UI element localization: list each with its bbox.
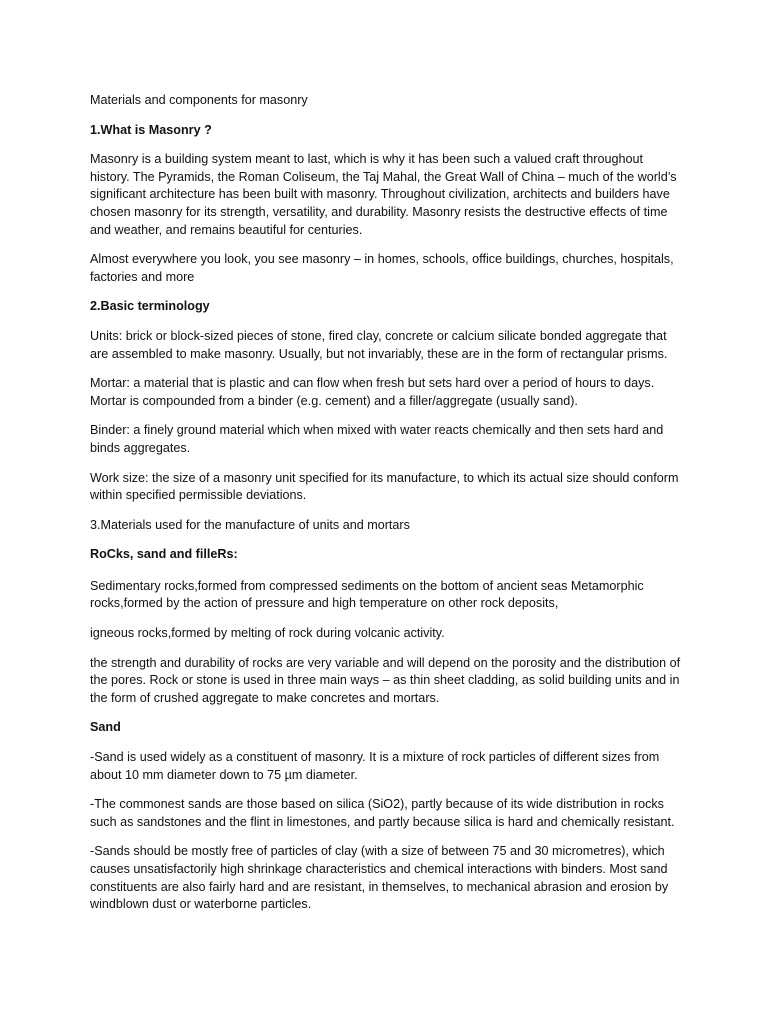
paragraph-work-size-definition: Work size: the size of a masonry unit specified for its manufacture, to which its actual size should conform within specified permissible deviations.	[90, 470, 679, 503]
paragraph-masonry-intro: Masonry is a building system meant to last, which is why it has been such a valued craft throughout history. The Pyramids, the Roman Coliseum, the Taj Mahal, the Great Wall of China – much of the world’s significant architecture has been built with masonry. Throughout civilization, architects and builders have chosen masonry for its strength, versatility, and durability. Masonry resists the destructive effects of time and weather, and remains beautiful for centuries.	[90, 152, 677, 237]
section-heading-what-is-masonry: 1.What is Masonry ?	[90, 122, 212, 137]
paragraph-sand-constituent: -Sand is used widely as a constituent of masonry. It is a mixture of rock particles of different sizes from about 10 mm diameter down to 75 µm diameter.	[90, 750, 660, 782]
paragraph-units-definition: Units: brick or block-sized pieces of stone, fired clay, concrete or calcium silicate bonded aggregate that are assembled to make masonry. Usually, but not invariably, these are in the form of rectangular prisms.	[90, 328, 668, 361]
section-heading-basic-terminology: 2.Basic terminology	[90, 299, 210, 314]
document-title: Materials and components for masonry	[90, 93, 308, 107]
paragraph-silica-sands: -The commonest sands are those based on silica (SiO2), partly because of its wide distribution in rocks such as sandstones and the flint in limestones, and partly because silica is hard and chemically resistant.	[90, 797, 675, 829]
document-page	[90, 92, 682, 926]
section-heading-sand: Sand	[90, 720, 121, 735]
paragraph-sand-clay-free: -Sands should be mostly free of particles of clay (with a size of between 75 and 30 micrometres), which causes unsatisfactorily high shrinkage characteristics and chemical interactions with binders. Most sand constituents are also fairly hard and are resistant, in themselves, to mechanical abrasion and erosion by windblown dust or waterborne particles.	[90, 844, 669, 912]
paragraph-rock-strength: the strength and durability of rocks are very variable and will depend on the porosity and the distribution of the pores. Rock or stone is used in three main ways – as thin sheet cladding, as solid building units and in the form of crushed aggregate to make concretes and mortars.	[90, 655, 681, 705]
paragraph-masonry-everywhere: Almost everywhere you look, you see masonry – in homes, schools, office buildings, churches, hospitals, factories and more	[90, 252, 674, 284]
paragraph-binder-definition: Binder: a finely ground material which when mixed with water reacts chemically and then sets hard and binds aggregates.	[90, 423, 664, 455]
section-heading-materials-used: 3.Materials used for the manufacture of units and mortars	[90, 517, 410, 532]
paragraph-igneous-rocks: igneous rocks,formed by melting of rock during volcanic activity.	[90, 626, 445, 641]
paragraph-mortar-definition: Mortar: a material that is plastic and can flow when fresh but sets hard over a period of hours to days. Mortar is compounded from a binder (e.g. cement) and a filler/aggregate (usually sand).	[90, 376, 655, 408]
paragraph-sedimentary-rocks: Sedimentary rocks,formed from compressed sediments on the bottom of ancient seas Metamorphic rocks,formed by the action of pressure and high temperature on other rock deposits,	[90, 578, 644, 611]
subheading-rocks-sand-fillers: RoCks, sand and filleRs:	[90, 547, 238, 562]
